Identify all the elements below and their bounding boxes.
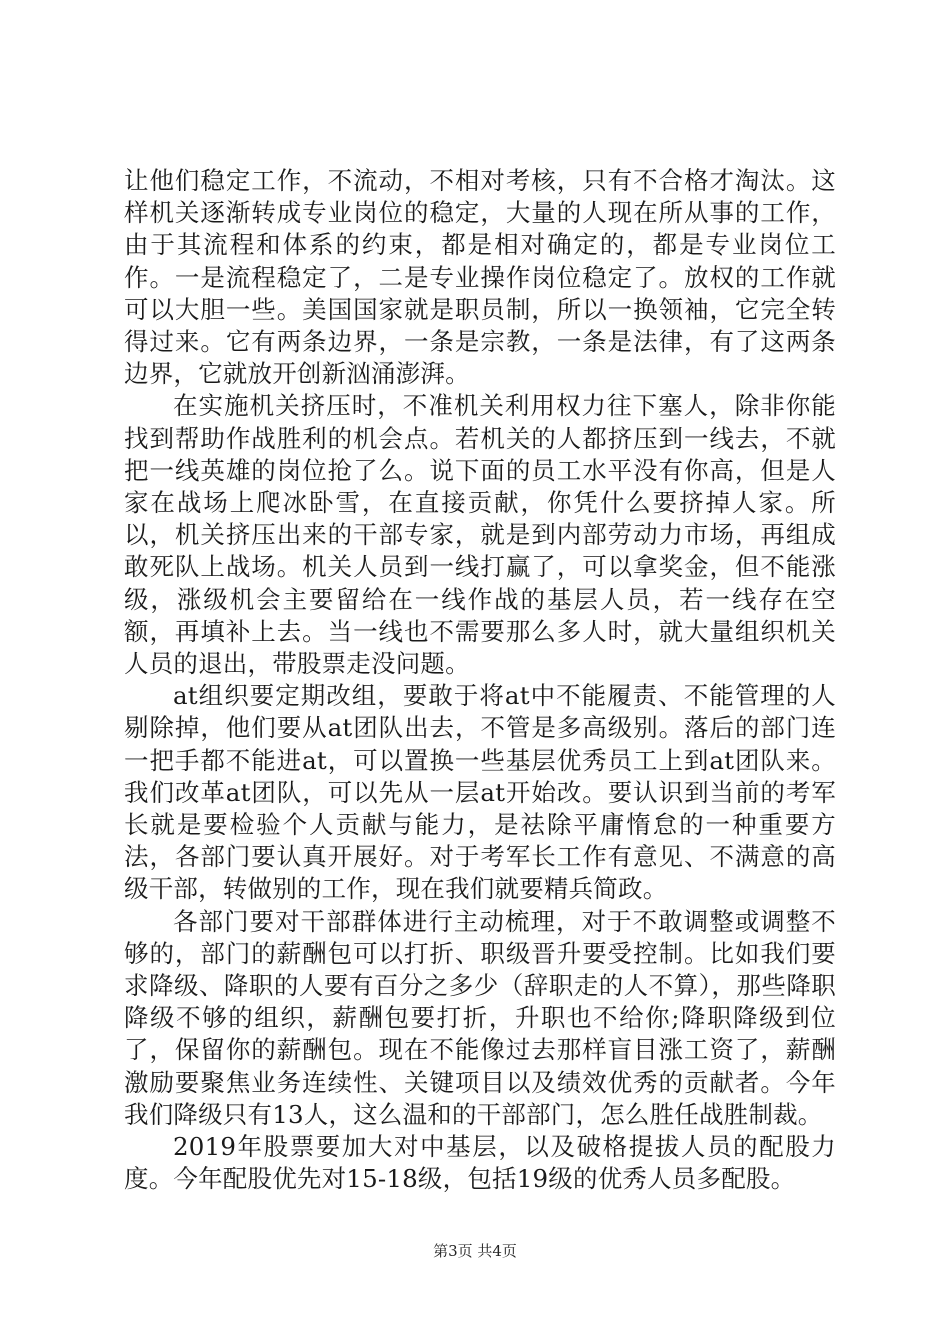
- paragraph-at-reorganization: at组织要定期改组，要敢于将at中不能履责、不能管理的人剔除掉，他们要从at团队出去，不管是多高级别。落后的部门连一把手都不能进at，可以置换一些基层优秀员工上到at团队来。我们改革at团队，可以先从一层at开始改。要认识到当前的考军长就是要检验个人贡献与能力，是祛除平庸惰怠的一种重要方法，各部门要认真开展好。对于考军长工作有意见、不满意的高级干部，转做别的工作，现在我们就要精兵简政。: [124, 681, 836, 904]
- page-number-footer: 第3页 共4页: [433, 1242, 517, 1260]
- paragraph-continued: 让他们稳定工作，不流动，不相对考核，只有不合格才淘汰。这样机关逐渐转成专业岗位的稳定，大量的人现在所从事的工作，由于其流程和体系的约束，都是相对确定的，都是专业岗位工作。一是流程稳定了，二是专业操作岗位稳定了。放权的工作就可以大胆一些。美国国家就是职员制，所以一换领袖，它完全转得过来。它有两条边界，一条是宗教，一条是法律，有了这两条边界，它就放开创新汹涌澎湃。: [124, 166, 836, 389]
- document-body: [124, 165, 836, 1196]
- paragraph-organ-squeeze: 在实施机关挤压时，不准机关利用权力往下塞人，除非你能找到帮助作战胜利的机会点。若机关的人都挤压到一线去，不就把一线英雄的岗位抢了么。说下面的员工水平没有你高，但是人家在战场上爬冰卧雪，在直接贡献，你凭什么要挤掉人家。所以，机关挤压出来的干部专家，就是到内部劳动力市场，再组成敢死队上战场。机关人员到一线打赢了，可以拿奖金，但不能涨级，涨级机会主要留给在一线作战的基层人员，若一线存在空额，再填补上去。当一线也不需要那么多人时，就大量组织机关人员的退出，带股票走没问题。: [124, 391, 836, 679]
- paragraph-salary-package: 各部门要对干部群体进行主动梳理，对于不敢调整或调整不够的，部门的薪酬包可以打折、职级晋升要受控制。比如我们要求降级、降职的人要有百分之多少（辞职走的人不算），那些降职降级不够的组织，薪酬包要打折，升职也不给你;降职降级到位了，保留你的薪酬包。现在不能像过去那样盲目涨工资了，薪酬激励要聚焦业务连续性、关键项目以及绩效优秀的贡献者。今年我们降级只有13人，这么温和的干部部门，怎么胜任战胜制裁。: [124, 906, 836, 1129]
- paragraph-stock-allocation: 2019年股票要加大对中基层，以及破格提拔人员的配股力度。今年配股优先对15-18级，包括19级的优秀人员多配股。: [124, 1132, 836, 1194]
